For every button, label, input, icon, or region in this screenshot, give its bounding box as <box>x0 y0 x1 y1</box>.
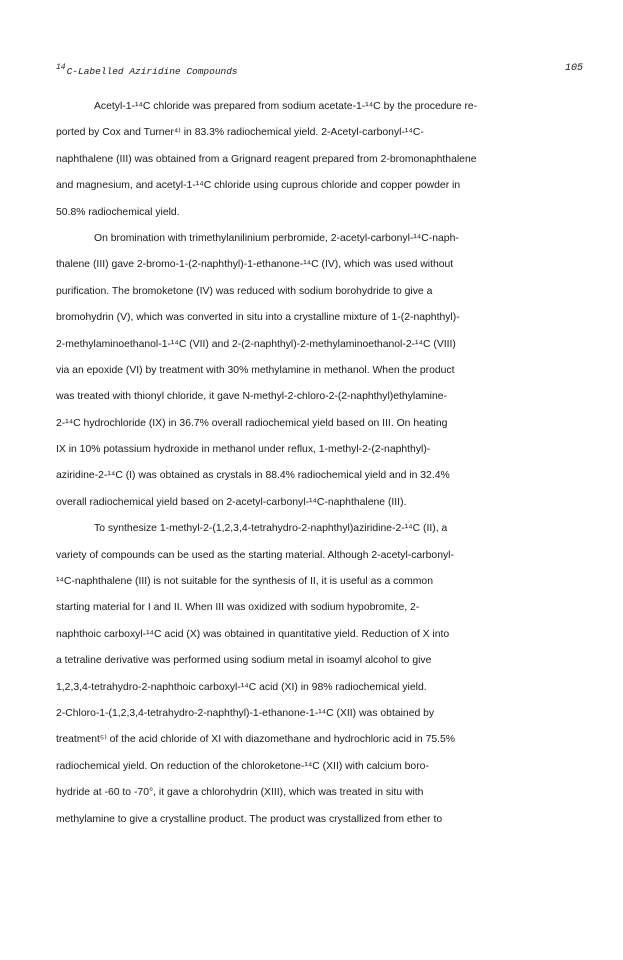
text-line: Acetyl-1-¹⁴C chloride was prepared from sodium acetate-1-¹⁴C by the procedure re- <box>94 101 478 112</box>
text-line: radiochemical yield. On reduction of the chloroketone-¹⁴C (XII) with calcium boro- <box>56 760 429 772</box>
text-line: naphthalene (III) was obtained from a Grignard reagent prepared from 2-bromonaphthalene <box>56 153 477 165</box>
text-line: overall radiochemical yield based on 2-acetyl-carbonyl-¹⁴C-naphthalene (III). <box>56 496 407 508</box>
isotope-superscript: 14 <box>56 63 66 72</box>
text-line: ported by Cox and Turner⁴⁾ in 83.3% radiochemical yield. 2-Acetyl-carbonyl-¹⁴C- <box>56 127 424 139</box>
text-line: was treated with thionyl chloride, it gave N-methyl-2-chloro-2-(2-naphthyl)ethylamine- <box>56 391 447 403</box>
running-title-text: C-Labelled Aziridine Compounds <box>66 66 238 77</box>
text-line: naphthoic carboxyl-¹⁴C acid (X) was obtained in quantitative yield. Reduction of X into <box>56 628 450 640</box>
text-line: starting material for I and II. When III was oxidized with sodium hypobromite, 2- <box>56 602 420 614</box>
page-number: 105 <box>564 63 583 74</box>
running-title <box>56 63 238 77</box>
running-head <box>56 63 583 83</box>
text-line: thalene (III) gave 2-bromo-1-(2-naphthyl)-1-ethanone-¹⁴C (IV), which was used without <box>56 259 454 271</box>
text-line: variety of compounds can be used as the starting material. Although 2-acetyl-carbonyl- <box>56 549 454 561</box>
text-line: methylamine to give a crystalline product. The product was crystallized from ether to <box>56 813 443 825</box>
body-text <box>56 94 584 833</box>
text-line: purification. The bromoketone (IV) was reduced with sodium borohydride to give a <box>56 285 433 297</box>
text-line: On bromination with trimethylanilinium perbromide, 2-acetyl-carbonyl-¹⁴C-naph- <box>94 232 459 244</box>
text-line: 2-Chloro-1-(1,2,3,4-tetrahydro-2-naphthyl)-1-ethanone-1-¹⁴C (XII) was obtained by <box>56 707 435 719</box>
text-line: 2-¹⁴C hydrochloride (IX) in 36.7% overall radiochemical yield based on III. On heating <box>56 417 448 429</box>
text-line: hydride at -60 to -70°, it gave a chlorohydrin (XIII), which was treated in situ with <box>56 787 424 799</box>
text-line: To synthesize 1-methyl-2-(1,2,3,4-tetrahydro-2-naphthyl)aziridine-2-¹⁴C (II), a <box>94 523 448 535</box>
text-line: ¹⁴C-naphthalene (III) is not suitable for the synthesis of II, it is useful as a common <box>56 576 433 588</box>
text-line: via an epoxide (VI) by treatment with 30% methylamine in methanol. When the product <box>56 364 455 376</box>
text-line: treatment⁵⁾ of the acid chloride of XI with diazomethane and hydrochloric acid in 75.5% <box>56 734 456 746</box>
text-line: 1,2,3,4-tetrahydro-2-naphthoic carboxyl-¹⁴C acid (XI) in 98% radiochemical yield. <box>56 681 427 693</box>
text-line: IX in 10% potassium hydroxide in methanol under reflux, 1-methyl-2-(2-naphthyl)- <box>56 444 431 456</box>
text-line: and magnesium, and acetyl-1-¹⁴C chloride using cuprous chloride and copper powder in <box>56 180 461 192</box>
text-line: a tetraline derivative was performed using sodium metal in isoamyl alcohol to give <box>56 655 432 667</box>
text-line: 2-methylaminoethanol-1-¹⁴C (VII) and 2-(2-naphthyl)-2-methylaminoethanol-2-¹⁴C (VIII) <box>56 338 456 350</box>
text-line: 50.8% radiochemical yield. <box>56 206 180 218</box>
text-line: aziridine-2-¹⁴C (I) was obtained as crystals in 88.4% radiochemical yield and in 32.4% <box>56 470 450 482</box>
text-line: bromohydrin (V), which was converted in situ into a crystalline mixture of 1-(2-naphthyl)- <box>56 312 460 324</box>
